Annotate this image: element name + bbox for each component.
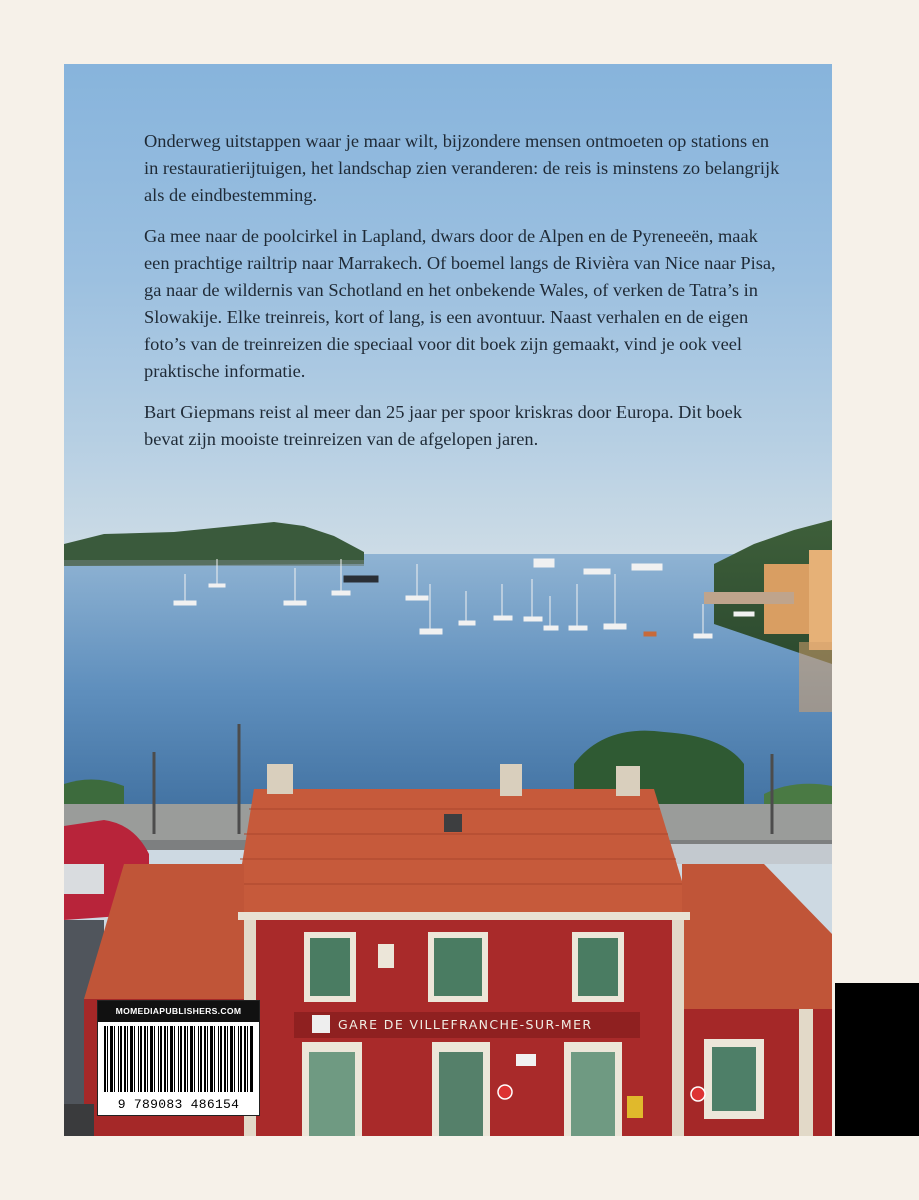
back-cover-blurb <box>144 128 784 467</box>
isbn-number: 9 789083 486154 <box>117 1097 240 1112</box>
barcode-panel <box>97 1000 260 1116</box>
station-sign-text: GARE DE VILLEFRANCHE-SUR-MER <box>338 1017 593 1032</box>
chimney <box>267 764 293 794</box>
publisher-url: MOMEDIAPUBLISHERS.COM <box>98 1001 259 1022</box>
barcode-icon <box>104 1026 254 1092</box>
right-roof <box>682 864 832 1009</box>
blurb-paragraph-2: Ga mee naar de poolcirkel in Lapland, dwars door de Alpen en de Pyreneeën, maak een prachtige railtrip naar Marrakech. Of boemel langs de Rivièra van Nice naar Pisa, ga naar de wildernis van Schotland en het onbekende Wales, of verken de Tatra’s in Slowakije. Elke treinreis, kort of lang, is een avontuur. Naast verhalen en de eigen foto’s van de treinreizen die speciaal voor dit boek zijn gemaakt, vind je ook veel praktische informatie. <box>144 226 776 381</box>
blurb-paragraph-1: Onderweg uitstappen waar je maar wilt, bijzondere mensen ontmoeten op stations en in restauratierijtuigen, het landschap zien veranderen: de reis is minstens zo belangrijk als de eindbestemming. <box>144 131 780 205</box>
main-roof <box>234 789 692 914</box>
upper-windows <box>304 932 624 1002</box>
left-headland <box>64 522 364 566</box>
blurb-paragraph-3: Bart Giepmans reist al meer dan 25 jaar per spoor kriskras door Europa. Dit boek bevat zijn mooiste treinreizen van de afgelopen jaren. <box>144 402 743 449</box>
back-cover <box>64 64 832 1136</box>
spine-black-tab <box>835 983 919 1136</box>
